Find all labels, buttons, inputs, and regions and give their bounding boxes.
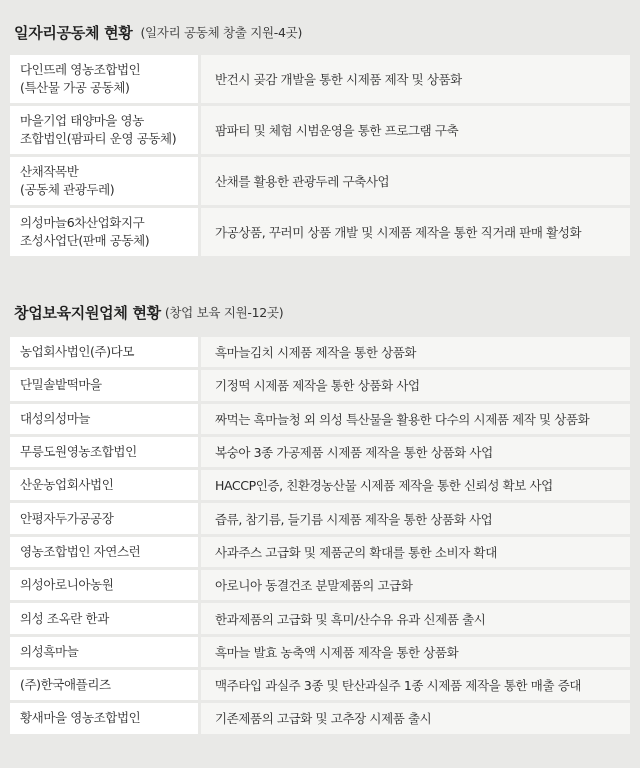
- organization-name: 무릉도원영농조합법인: [10, 437, 198, 467]
- section-subtitle: (일자리 공동체 창출 지원-4곳): [140, 25, 303, 40]
- organization-name: 의성흑마늘: [10, 637, 198, 667]
- project-description: 산채를 활용한 관광두레 구축사업: [198, 157, 630, 205]
- section-title: 일자리공동체 현황: [14, 23, 133, 42]
- organization-name: 다인뜨레 영농조합법인 (특산물 가공 공동체): [10, 55, 198, 103]
- section-subtitle: (창업 보육 지원-12곳): [164, 305, 284, 320]
- project-description: 반건시 곶감 개발을 통한 시제품 제작 및 상품화: [198, 55, 630, 103]
- section-title: 창업보육지원업체 현황: [14, 303, 161, 322]
- organization-name: 영농조합법인 자연스런: [10, 537, 198, 567]
- table-row: [10, 106, 630, 154]
- table-row: [10, 603, 630, 633]
- table-row: [10, 537, 630, 567]
- project-description: 기존제품의 고급화 및 고추장 시제품 출시: [198, 703, 630, 733]
- project-description: 한과제품의 고급화 및 흑미/산수유 유과 신제품 출시: [198, 603, 630, 633]
- organization-name: 농업회사법인(주)다모: [10, 337, 198, 367]
- table-row: [10, 437, 630, 467]
- organization-name: 단밀솔밭떡마을: [10, 370, 198, 400]
- table-row: [10, 670, 630, 700]
- startup-support-section: [0, 290, 640, 737]
- project-description: 아로니아 동결건조 분말제품의 고급화: [198, 570, 630, 600]
- organization-name: 대성의성마늘: [10, 404, 198, 434]
- project-description: 팜파티 및 체험 시범운영을 통한 프로그램 구축: [198, 106, 630, 154]
- organization-name: 의성아로니아농원: [10, 570, 198, 600]
- project-description: HACCP인증, 친환경농산물 시제품 제작을 통한 신뢰성 확보 사업: [198, 470, 630, 500]
- project-description: 사과주스 고급화 및 제품군의 확대를 통한 소비자 확대: [198, 537, 630, 567]
- startup-support-table: [10, 334, 630, 737]
- project-description: 복숭아 3종 가공제품 시제품 제작을 통한 상품화 사업: [198, 437, 630, 467]
- project-description: 즙류, 참기름, 들기름 시제품 제작을 통한 상품화 사업: [198, 503, 630, 533]
- organization-name: 의성 조옥란 한과: [10, 603, 198, 633]
- organization-name: 산운농업회사법인: [10, 470, 198, 500]
- table-row: [10, 470, 630, 500]
- project-description: 흑마늘김치 시제품 제작을 통한 상품화: [198, 337, 630, 367]
- table-row: [10, 208, 630, 256]
- organization-name: 황새마을 영농조합법인: [10, 703, 198, 733]
- table-row: [10, 404, 630, 434]
- organization-name: 의성마늘6차산업화지구 조성사업단(판매 공동체): [10, 208, 198, 256]
- section-header: [0, 0, 640, 52]
- table-row: [10, 337, 630, 367]
- table-row: [10, 370, 630, 400]
- project-description: 가공상품, 꾸러미 상품 개발 및 시제품 제작을 통한 직거래 판매 활성화: [198, 208, 630, 256]
- job-community-table: [10, 52, 630, 259]
- table-row: [10, 703, 630, 733]
- table-row: [10, 157, 630, 205]
- table-row: [10, 503, 630, 533]
- organization-name: 산채작목반 (공동체 관광두레): [10, 157, 198, 205]
- table-row: [10, 55, 630, 103]
- organization-name: 마을기업 태양마을 영농 조합법인(팜파티 운영 공동체): [10, 106, 198, 154]
- project-description: 흑마늘 발효 농축액 시제품 제작을 통한 상품화: [198, 637, 630, 667]
- project-description: 맥주타입 과실주 3종 및 탄산과실주 1종 시제품 제작을 통한 매출 증대: [198, 670, 630, 700]
- section-header: [0, 290, 640, 334]
- job-community-section: [0, 0, 640, 259]
- organization-name: 안평자두가공공장: [10, 503, 198, 533]
- table-row: [10, 637, 630, 667]
- organization-name: (주)한국애플리즈: [10, 670, 198, 700]
- table-row: [10, 570, 630, 600]
- project-description: 짜먹는 흑마늘청 외 의성 특산물을 활용한 다수의 시제품 제작 및 상품화: [198, 404, 630, 434]
- project-description: 기정떡 시제품 제작을 통한 상품화 사업: [198, 370, 630, 400]
